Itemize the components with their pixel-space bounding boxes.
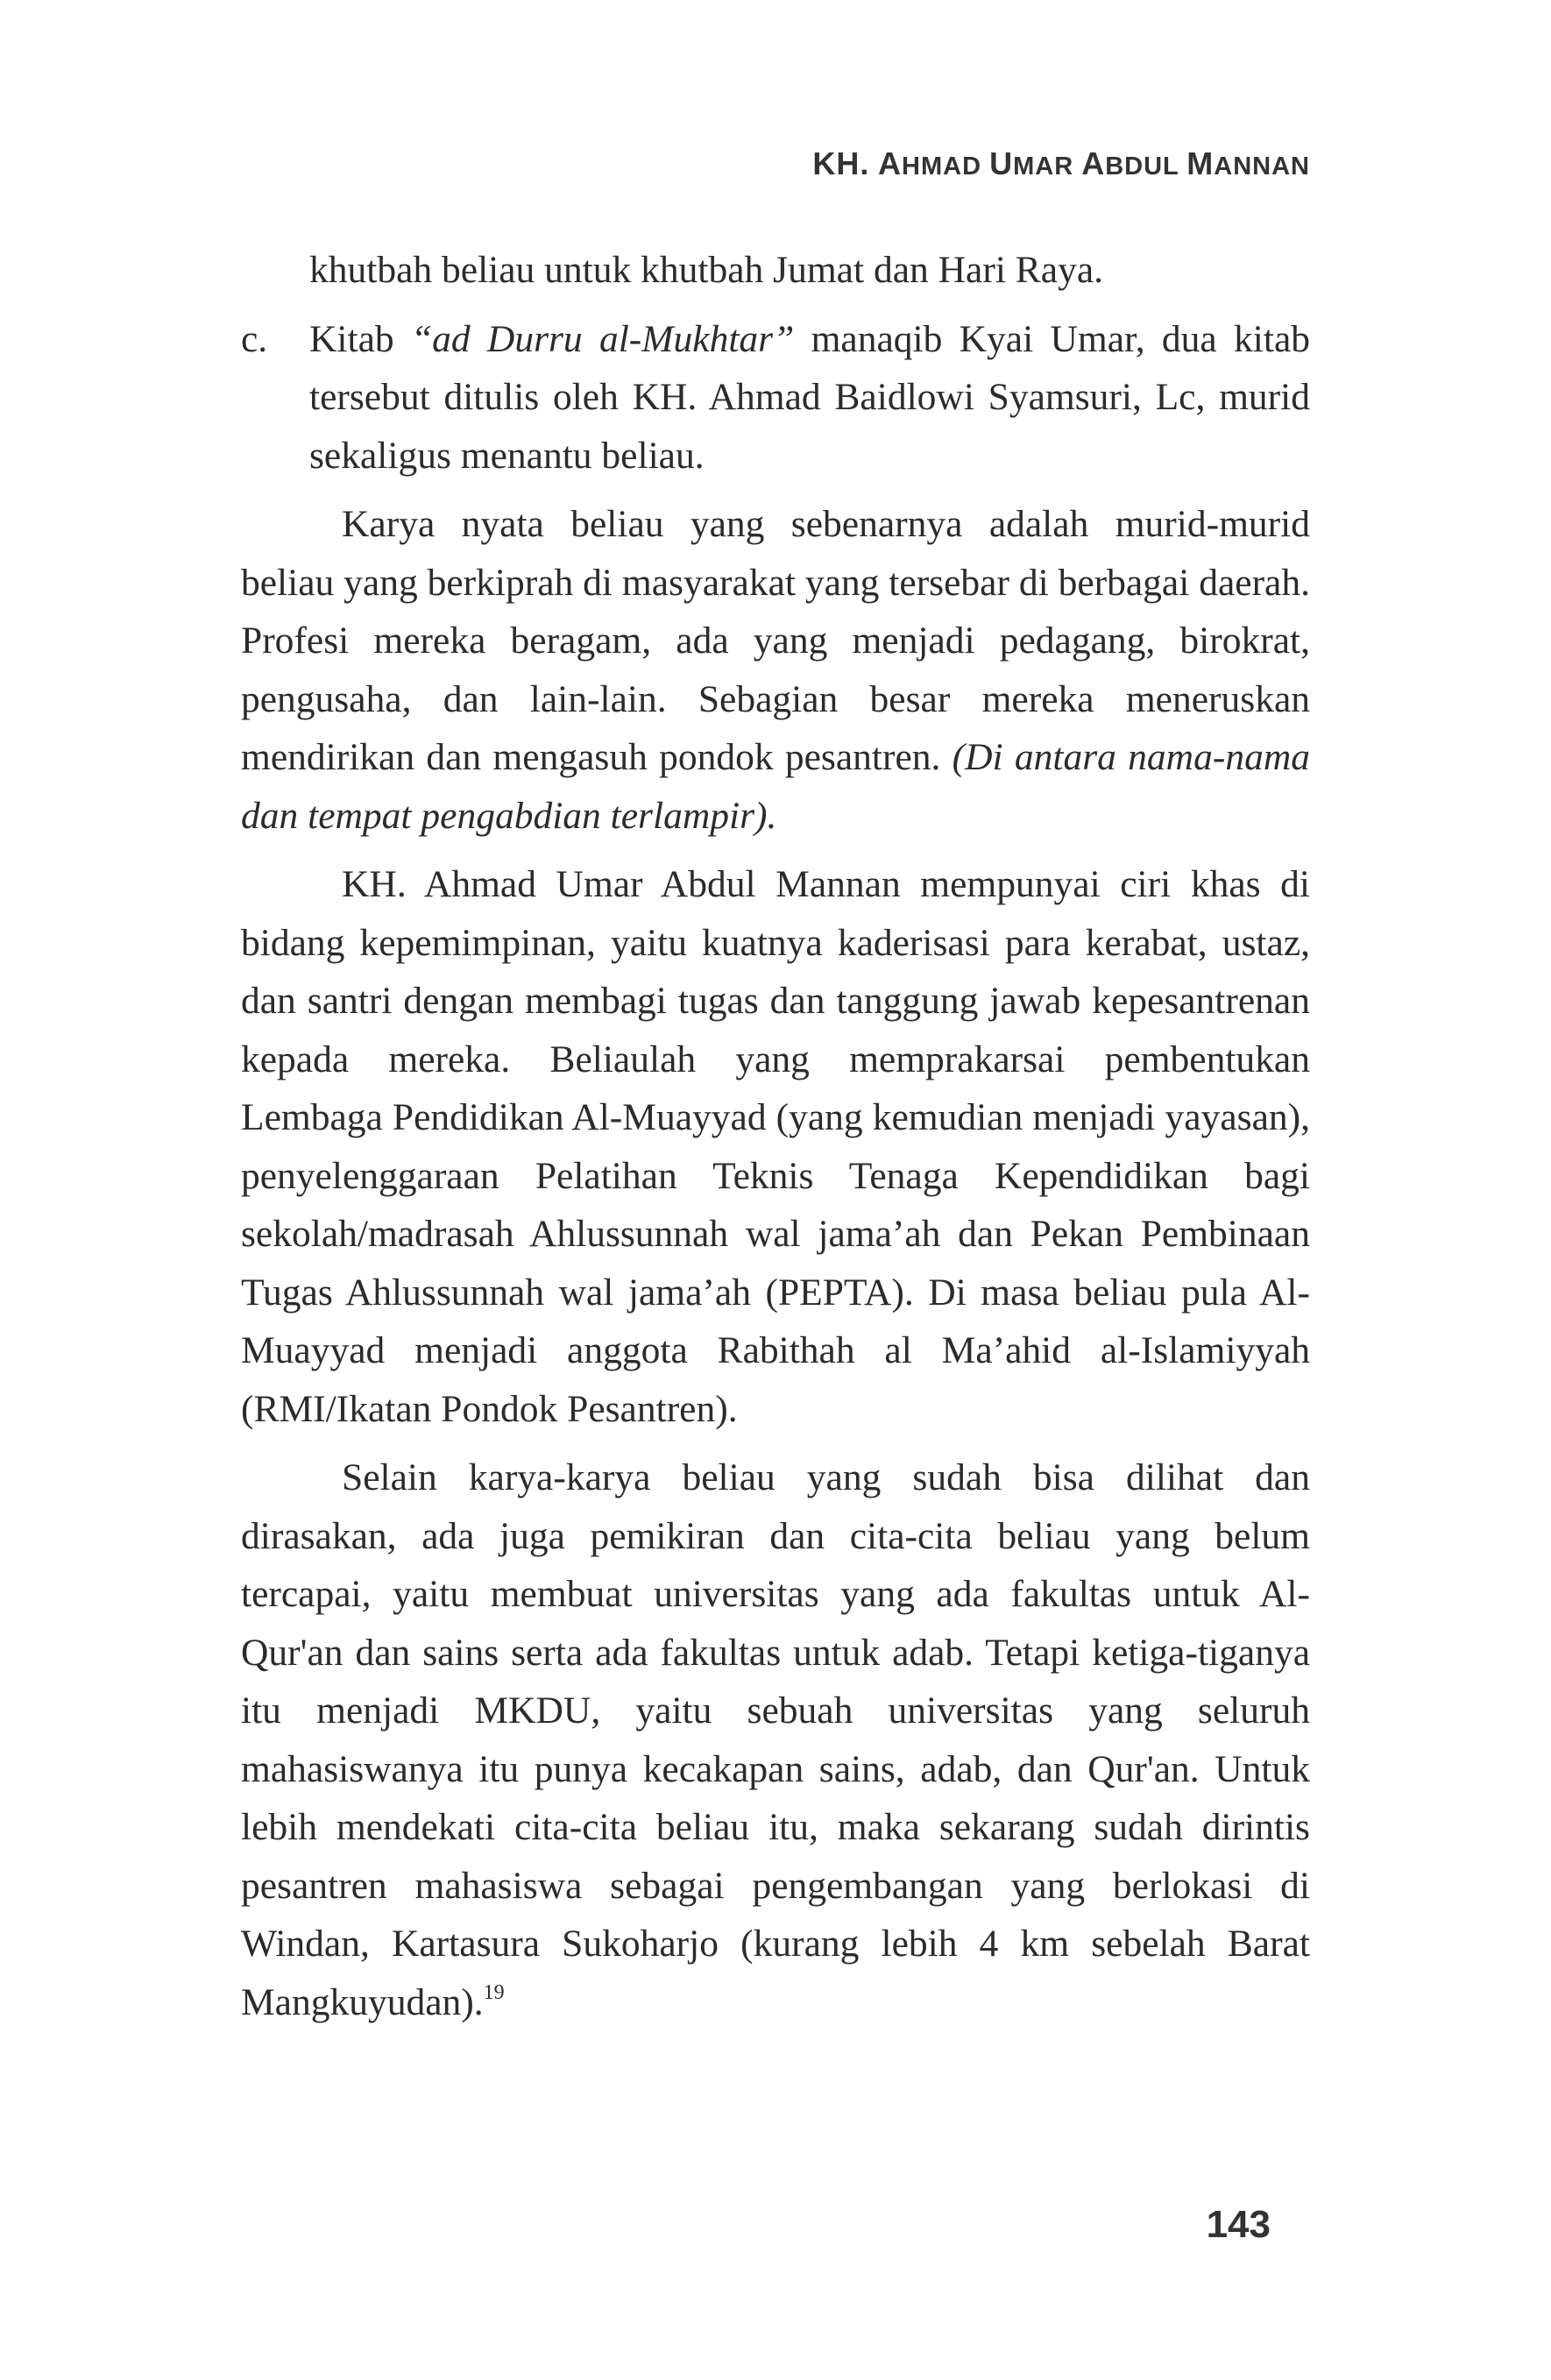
paragraph-1-italic-note: (Di antara nama-nama dan tempat pengabdian terlampir). — [241, 736, 1310, 837]
paragraph-1-text: Karya nyata beliau yang sebenarnya adalah murid-murid beliau yang berkiprah di masyarakat yang tersebar di berbagai daerah. Profesi mereka beragam, ada yang menjadi pedagang, birokrat, pengusaha, dan lain-lain. Sebagian besar mereka meneruskan mendirikan dan mengasuh pondok pesantren. — [241, 503, 1310, 778]
list-item-c — [241, 310, 1310, 485]
footnote-reference[interactable]: 19 — [483, 1980, 505, 2004]
running-header-part: HMAD — [902, 152, 990, 181]
running-header-part: MAR — [1013, 152, 1082, 181]
book-title: “ad Durru al-Mukhtar” — [410, 317, 795, 360]
running-header-part: M — [1186, 145, 1215, 181]
list-marker: c. — [241, 317, 268, 360]
running-header-part: A — [1081, 145, 1106, 181]
list-item-text-after: manaqib Kyai Umar, dua kitab tersebut ditulis oleh KH. Ahmad Baidlowi Syamsuri, Lc, murid sekaligus menantu beliau. — [309, 317, 1310, 477]
list-continuation: khutbah beliau untuk khutbah Jumat dan Hari Raya. — [309, 249, 1104, 291]
page-number: 143 — [1206, 2203, 1271, 2246]
paragraph-3-text: Selain karya-karya beliau yang sudah bisa dilihat dan dirasakan, ada juga pemikiran dan cita-cita beliau yang belum tercapai, yaitu membuat universitas yang ada fakultas untuk Al-Qur'an dan sains serta ada fakultas untuk adab. Tetapi ketiga-tiganya itu menjadi MKDU, yaitu sebuah universitas yang seluruh mahasiswanya itu punya kecakapan sains, adab, dan Qur'an. Untuk lebih mendekati cita-cita beliau itu, maka sekarang sudah dirintis pesantren mahasiswa sebagai pengembangan yang berlokasi di Windan, Kartasura Sukoharjo (kurang lebih 4 km sebelah Barat Mangkuyudan). — [241, 1456, 1310, 2023]
body-text — [241, 241, 1310, 2031]
running-header-part: BDUL — [1105, 152, 1187, 181]
paragraph-3 — [241, 1449, 1310, 2031]
paragraph-1 — [241, 495, 1310, 845]
running-header-part: ANNAN — [1214, 152, 1310, 181]
running-header-part: KH. A — [812, 145, 903, 181]
running-header — [812, 145, 1310, 182]
list-item-text-before: Kitab — [309, 317, 411, 360]
running-header-part: U — [989, 145, 1014, 181]
paragraph-2: KH. Ahmad Umar Abdul Mannan mempunyai ciri khas di bidang kepemimpinan, yaitu kuatnya kaderisasi para kerabat, ustaz, dan santri dengan membagi tugas dan tanggung jawab kepesantrenan kepada mereka. Beliaulah yang memprakarsai pembentukan Lembaga Pendidikan Al-Muayyad (yang kemudian menjadi yayasan), penyelenggaraan Pelatihan Teknis Tenaga Kependidikan bagi sekolah/madrasah Ahlussunnah wal jama’ah dan Pekan Pembinaan Tugas Ahlussunnah wal jama’ah (PEPTA). Di masa beliau pula Al-Muayyad menjadi anggota Rabithah al Ma’ahid al-Islamiyyah (RMI/Ikatan Pondok Pesantren). — [241, 863, 1310, 1430]
